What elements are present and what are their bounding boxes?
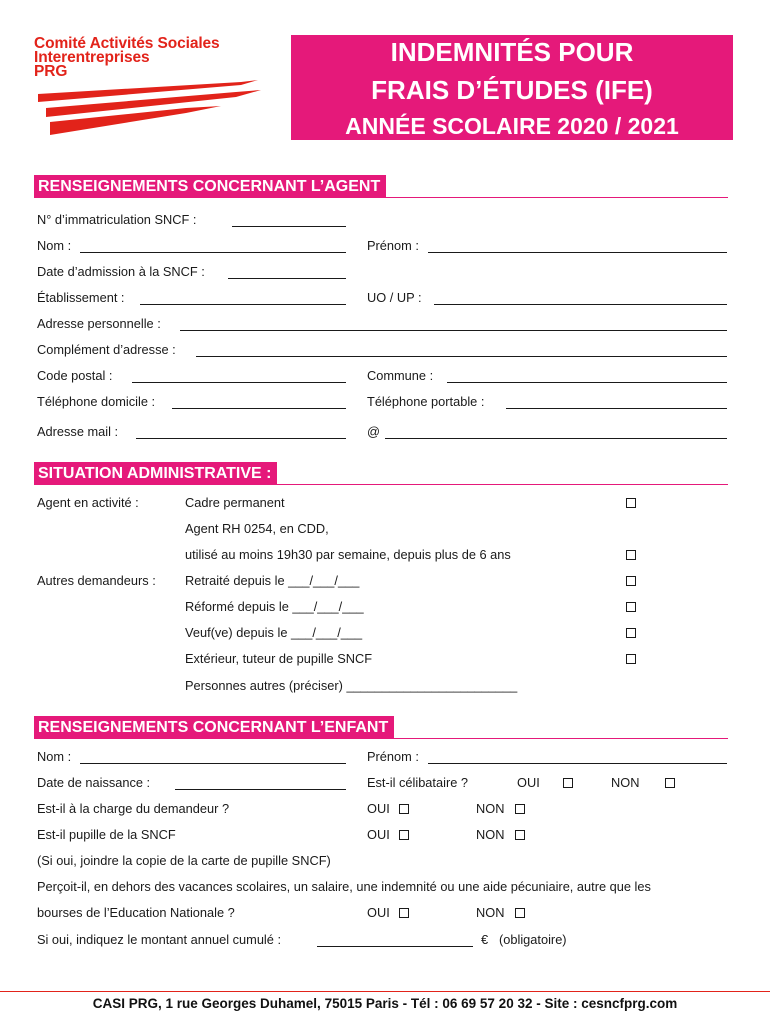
immatriculation-field[interactable] xyxy=(232,226,346,227)
enfant-nom-field[interactable] xyxy=(80,763,346,764)
document-title xyxy=(291,35,733,140)
complement-adresse-label: Complément d’adresse : xyxy=(37,342,176,357)
footer-divider xyxy=(0,991,770,992)
tel-domicile-field[interactable] xyxy=(172,408,346,409)
personnes-autres-label: Personnes autres (préciser) ________________________ xyxy=(185,678,518,693)
date-admission-label: Date d’admission à la SNCF : xyxy=(37,264,205,279)
adresse-label: Adresse personnelle : xyxy=(37,316,161,331)
agent-activite-label: Agent en activité : xyxy=(37,495,139,510)
obligatoire-note: (obligatoire) xyxy=(499,932,567,947)
celibataire-non-label: NON xyxy=(611,775,640,790)
logo-line-2: Interentreprises xyxy=(34,49,150,66)
logo xyxy=(34,37,220,79)
logo-line-1: Comité Activités Sociales xyxy=(34,35,220,52)
section-divider xyxy=(34,738,728,739)
commune-field[interactable] xyxy=(447,382,727,383)
uo-up-field[interactable] xyxy=(434,304,727,305)
euro-sign: € xyxy=(481,932,489,947)
tel-domicile-label: Téléphone domicile : xyxy=(37,394,156,409)
pupille-oui-checkbox[interactable] xyxy=(399,830,409,840)
retraite-checkbox[interactable] xyxy=(626,576,636,586)
date-naissance-field[interactable] xyxy=(175,789,346,790)
pupille-non-checkbox[interactable] xyxy=(515,830,525,840)
a-charge-oui-label: OUI xyxy=(367,801,390,816)
autres-demandeurs-label: Autres demandeurs : xyxy=(37,573,156,588)
commune-label: Commune : xyxy=(367,368,434,383)
title-line-1: INDEMNITÉS POUR xyxy=(390,37,634,67)
title-line-3: ANNÉE SCOLAIRE 2020 / 2021 xyxy=(345,113,679,139)
agent-nom-label: Nom : xyxy=(37,238,72,253)
celibataire-label: Est-il célibataire ? xyxy=(367,775,468,790)
enfant-nom-label: Nom : xyxy=(37,749,72,764)
cadre-permanent-checkbox[interactable] xyxy=(626,498,636,508)
exterieur-label: Extérieur, tuteur de pupille SNCF xyxy=(185,651,373,666)
bourses-oui-label: OUI xyxy=(367,905,390,920)
section-header-enfant: RENSEIGNEMENTS CONCERNANT L’ENFANT xyxy=(34,716,394,739)
date-naissance-label: Date de naissance : xyxy=(37,775,151,790)
reforme-label: Réformé depuis le ___/___/___ xyxy=(185,599,364,614)
retraite-label: Retraité depuis le ___/___/___ xyxy=(185,573,360,588)
celibataire-oui-label: OUI xyxy=(517,775,540,790)
a-charge-label: Est-il à la charge du demandeur ? xyxy=(37,801,230,816)
montant-field[interactable] xyxy=(317,946,473,947)
pupille-non-label: NON xyxy=(476,827,505,842)
code-postal-field[interactable] xyxy=(132,382,346,383)
veuf-label: Veuf(ve) depuis le ___/___/___ xyxy=(185,625,363,640)
bourses-oui-checkbox[interactable] xyxy=(399,908,409,918)
pupille-note: (Si oui, joindre la copie de la carte de pupille SNCF) xyxy=(37,853,331,868)
logo-line-3: PRG xyxy=(34,63,68,80)
title-line-2: FRAIS D’ÉTUDES (IFE) xyxy=(371,75,653,105)
a-charge-oui-checkbox[interactable] xyxy=(399,804,409,814)
a-charge-non-label: NON xyxy=(476,801,505,816)
agent-rh-checkbox[interactable] xyxy=(626,550,636,560)
pupille-label: Est-il pupille de la SNCF xyxy=(37,827,176,842)
immatriculation-label: N° d’immatriculation SNCF : xyxy=(37,212,197,227)
footer-contact: CASI PRG, 1 rue Georges Duhamel, 75015 Paris - Tél : 06 69 57 20 32 - Site : cesncfprg.com xyxy=(92,996,678,1011)
agent-nom-field[interactable] xyxy=(80,252,346,253)
bourses-non-label: NON xyxy=(476,905,505,920)
section-divider xyxy=(34,197,728,198)
section-divider xyxy=(34,484,728,485)
enfant-prenom-field[interactable] xyxy=(428,763,727,764)
bourses-label: bourses de l’Education Nationale ? xyxy=(37,905,235,920)
enfant-prenom-label: Prénom : xyxy=(367,749,419,764)
tel-portable-label: Téléphone portable : xyxy=(367,394,485,409)
veuf-checkbox[interactable] xyxy=(626,628,636,638)
complement-adresse-field[interactable] xyxy=(196,356,727,357)
agent-rh-label: Agent RH 0254, en CDD, xyxy=(185,521,329,536)
percoit-question: Perçoit-il, en dehors des vacances scolaires, un salaire, une indemnité ou une aide pécuniaire, autre que les xyxy=(37,879,651,894)
agent-prenom-label: Prénom : xyxy=(367,238,419,253)
a-charge-non-checkbox[interactable] xyxy=(515,804,525,814)
etablissement-label: Établissement : xyxy=(37,290,125,305)
email-label: Adresse mail : xyxy=(37,424,119,439)
code-postal-label: Code postal : xyxy=(37,368,113,383)
celibataire-non-checkbox[interactable] xyxy=(665,778,675,788)
logo-stripes-graphic xyxy=(36,80,266,136)
email-at-sign: @ xyxy=(367,424,380,439)
celibataire-oui-checkbox[interactable] xyxy=(563,778,573,788)
tel-portable-field[interactable] xyxy=(506,408,727,409)
section-header-agent: RENSEIGNEMENTS CONCERNANT L’AGENT xyxy=(34,175,386,198)
adresse-field[interactable] xyxy=(180,330,727,331)
montant-label: Si oui, indiquez le montant annuel cumulé : xyxy=(37,932,282,947)
bourses-non-checkbox[interactable] xyxy=(515,908,525,918)
email-domain-field[interactable] xyxy=(385,438,727,439)
email-user-field[interactable] xyxy=(136,438,346,439)
agent-rh-condition-label: utilisé au moins 19h30 par semaine, depuis plus de 6 ans xyxy=(185,547,511,562)
agent-prenom-field[interactable] xyxy=(428,252,727,253)
exterieur-checkbox[interactable] xyxy=(626,654,636,664)
reforme-checkbox[interactable] xyxy=(626,602,636,612)
date-admission-field[interactable] xyxy=(228,278,346,279)
uo-up-label: UO / UP : xyxy=(367,290,422,305)
pupille-oui-label: OUI xyxy=(367,827,390,842)
cadre-permanent-label: Cadre permanent xyxy=(185,495,285,510)
etablissement-field[interactable] xyxy=(140,304,346,305)
section-header-situation: SITUATION ADMINISTRATIVE : xyxy=(34,462,277,485)
